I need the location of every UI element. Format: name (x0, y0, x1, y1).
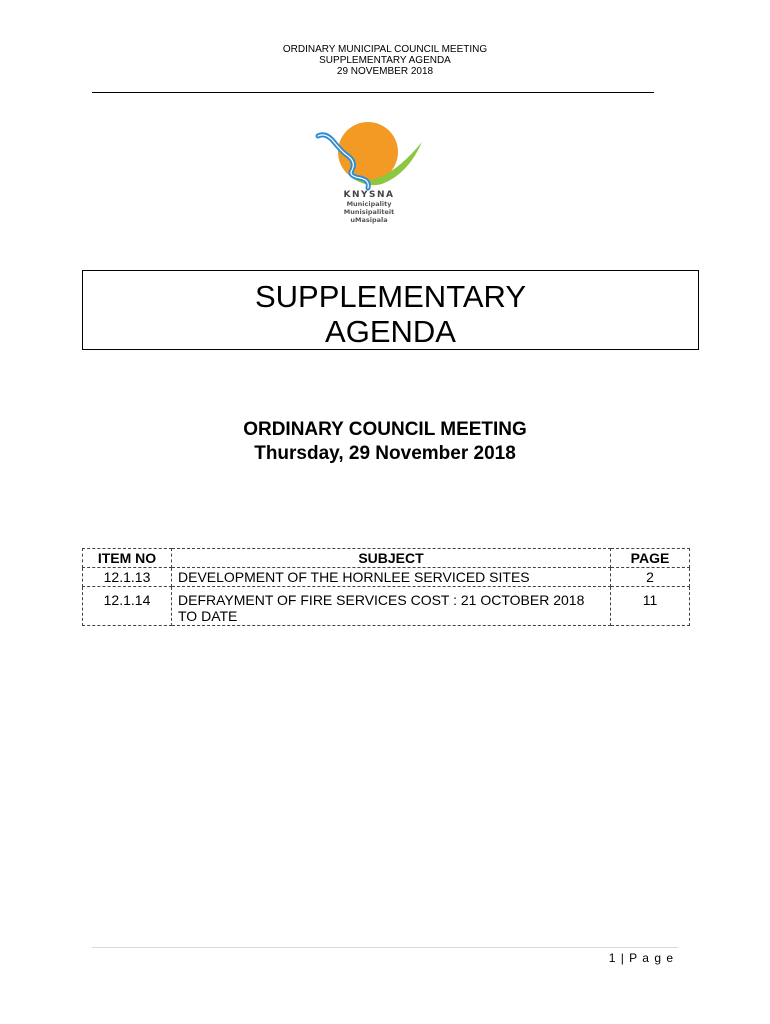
footer-page-label: | P a g e (620, 951, 674, 965)
meeting-title: ORDINARY COUNCIL MEETING (243, 419, 527, 440)
subject: DEFRAYMENT OF FIRE SERVICES COST : 21 OCTOBER 2018 TO DATE (172, 587, 611, 626)
item-no: 12.1.14 (83, 587, 172, 626)
table-row (83, 568, 690, 587)
subject: DEVELOPMENT OF THE HORNLEE SERVICED SITES (172, 568, 611, 587)
logo-name: KNYSNA (343, 190, 395, 200)
document-header (0, 44, 770, 77)
item-no: 12.1.13 (83, 568, 172, 587)
logo-text (322, 190, 416, 224)
header-line-3: 29 NOVEMBER 2018 (336, 66, 434, 77)
agenda-table (82, 548, 690, 626)
footer-page-number: 1 (608, 951, 617, 965)
logo-sub-2: Munisipaliteit (343, 208, 395, 216)
meeting-heading (0, 418, 770, 466)
page-number: 11 (611, 587, 690, 626)
header-subject: SUBJECT (172, 549, 611, 568)
footer-divider (92, 947, 678, 948)
title-line-2: AGENDA (325, 314, 456, 349)
header-page: PAGE (611, 549, 690, 568)
header-line-2: SUPPLEMENTARY AGENDA (319, 55, 451, 66)
title-box (82, 270, 699, 350)
logo-sub-3: uMasipala (350, 216, 388, 224)
header-line-1: ORDINARY MUNICIPAL COUNCIL MEETING (282, 44, 488, 55)
header-divider (92, 92, 654, 93)
table-header-row (83, 549, 690, 568)
header-item-no: ITEM NO (83, 549, 172, 568)
logo-sub-1: Municipality (346, 200, 392, 208)
page-number: 2 (611, 568, 690, 587)
title-line-1: SUPPLEMENTARY (254, 279, 527, 314)
meeting-date: Thursday, 29 November 2018 (254, 443, 516, 464)
page-footer (500, 951, 674, 965)
table-row (83, 587, 690, 626)
